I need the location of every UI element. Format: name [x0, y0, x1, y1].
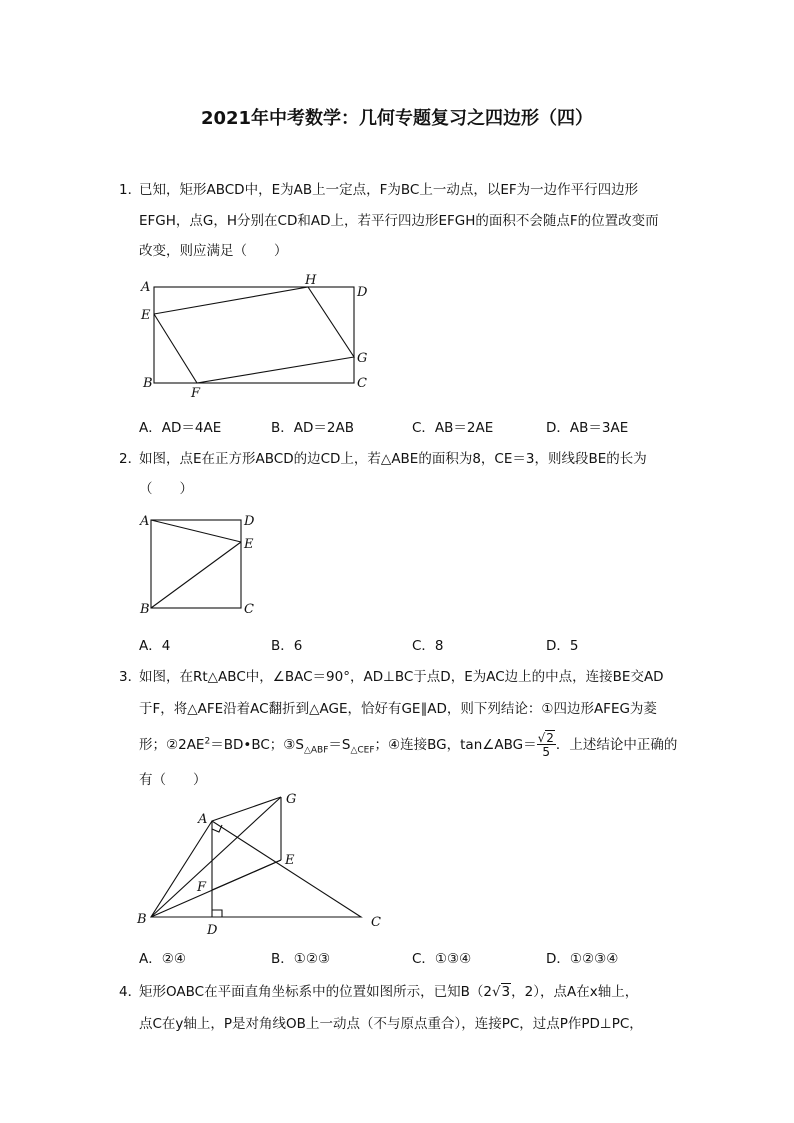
q2-option-b[interactable]: B．6 [271, 638, 303, 654]
q2-label-e: E [244, 537, 254, 552]
q4-line-1-part-b: ，2），点A在x轴上， [511, 984, 639, 1000]
q2-label-b: B [140, 602, 150, 617]
page-title: 2021年中考数学：几何专题复习之四边形（四） [200, 108, 594, 129]
q1-label-b: B [143, 376, 153, 391]
q3-fraction-denominator: 5 [542, 745, 551, 759]
q3-option-d[interactable]: D．①②③④ [546, 951, 619, 967]
q3-subscript-cef: △CEF [350, 745, 375, 756]
q1-label-h: H [305, 273, 317, 288]
q3-line-3-part-e: ．上述结论中正确的 [555, 737, 678, 753]
q3-fraction-numerator: 2 [546, 731, 554, 745]
q3-line-3-part-a: 形；②2AE [139, 737, 205, 753]
q1-line-2: EFGH，点G，H分别在CD和AD上，若平行四边形EFGH的面积不会随点F的位置改变而 [139, 213, 659, 229]
q4-line-1: 矩形OABC在平面直角坐标系中的位置如图所示，已知B（2√3，2），点A在x轴上， [139, 984, 639, 1000]
q4-line-2: 点C在y轴上，P是对角线OB上一动点（不与原点重合），连接PC，过点P作PD⊥PC， [139, 1016, 643, 1032]
q1-option-c[interactable]: C．AB＝2AE [412, 420, 494, 436]
q2-label-c: C [244, 602, 254, 617]
q1-label-d: D [357, 285, 368, 300]
q4-line-1-part-a: 矩形OABC在平面直角坐标系中的位置如图所示，已知B（2 [139, 984, 492, 1000]
q3-label-f: F [197, 880, 207, 895]
q3-superscript: 2 [204, 736, 211, 747]
q2-line-1: 如图，点E在正方形ABCD的边CD上，若△ABE的面积为8，CE＝3，则线段BE的长为 [139, 451, 647, 467]
q3-option-c[interactable]: C．①③④ [412, 951, 472, 967]
q2-line-2: （ ） [139, 481, 193, 497]
q2-number: 2． [119, 451, 142, 467]
q3-label-d: D [207, 923, 218, 938]
q1-line-3: 改变，则应满足（ ） [139, 243, 288, 259]
q3-line-3-part-b: ＝BD•BC；③S [210, 737, 304, 753]
q1-label-f: F [191, 386, 201, 401]
q1-line-1: 已知，矩形ABCD中，E为AB上一定点，F为BC上一动点，以EF为一边作平行四边形 [139, 182, 639, 198]
q4-sqrt-value: 3 [501, 984, 511, 1000]
q2-option-c[interactable]: C．8 [412, 638, 444, 654]
q3-right-angle-d [212, 910, 222, 917]
q3-label-g: G [286, 792, 297, 807]
q2-option-d[interactable]: D．5 [546, 638, 579, 654]
q3-number: 3． [119, 669, 142, 685]
q1-number: 1． [119, 182, 142, 198]
q3-fraction: $\frac{√2}{5}$ [537, 731, 554, 759]
q3-label-b: B [137, 912, 147, 927]
q3-label-e: E [285, 853, 295, 868]
q3-line-3-part-c: ＝S [328, 737, 351, 753]
q1-label-g: G [357, 351, 368, 366]
q3-segment-fe [212, 860, 281, 890]
q2-label-d: D [244, 514, 255, 529]
q1-option-a[interactable]: A．AD＝4AE [139, 420, 222, 436]
q1-option-b[interactable]: B．AD＝2AB [271, 420, 354, 436]
q3-line-1: 如图，在Rt△ABC中，∠BAC＝90°，AD⊥BC于点D，E为AC边上的中点，连接BE交AD [139, 669, 664, 685]
q1-label-e: E [141, 308, 151, 323]
q3-option-a[interactable]: A．②④ [139, 951, 186, 967]
q3-label-c: C [371, 915, 381, 930]
q3-subscript-abf: △ABF [303, 745, 329, 756]
q3-segment-bg [151, 797, 281, 917]
q2-option-a[interactable]: A．4 [139, 638, 171, 654]
q3-line-2: 于F，将△AFE沿着AC翻折到△AGE，恰好有GE∥AD，则下列结论：①四边形AFEG为菱 [139, 701, 657, 717]
q4-number: 4． [119, 984, 142, 1000]
q3-line-4: 有（ ） [139, 772, 207, 788]
q1-label-c: C [357, 376, 367, 391]
q1-label-a: A [141, 280, 151, 295]
q3-line-3-part-d: ；④连接BG，tan∠ABG＝ [374, 737, 537, 753]
q2-label-a: A [140, 514, 150, 529]
q3-option-b[interactable]: B．①②③ [271, 951, 331, 967]
q3-label-a: A [198, 812, 208, 827]
q3-segment-ag [212, 797, 281, 821]
q1-option-d[interactable]: D．AB＝3AE [546, 420, 629, 436]
